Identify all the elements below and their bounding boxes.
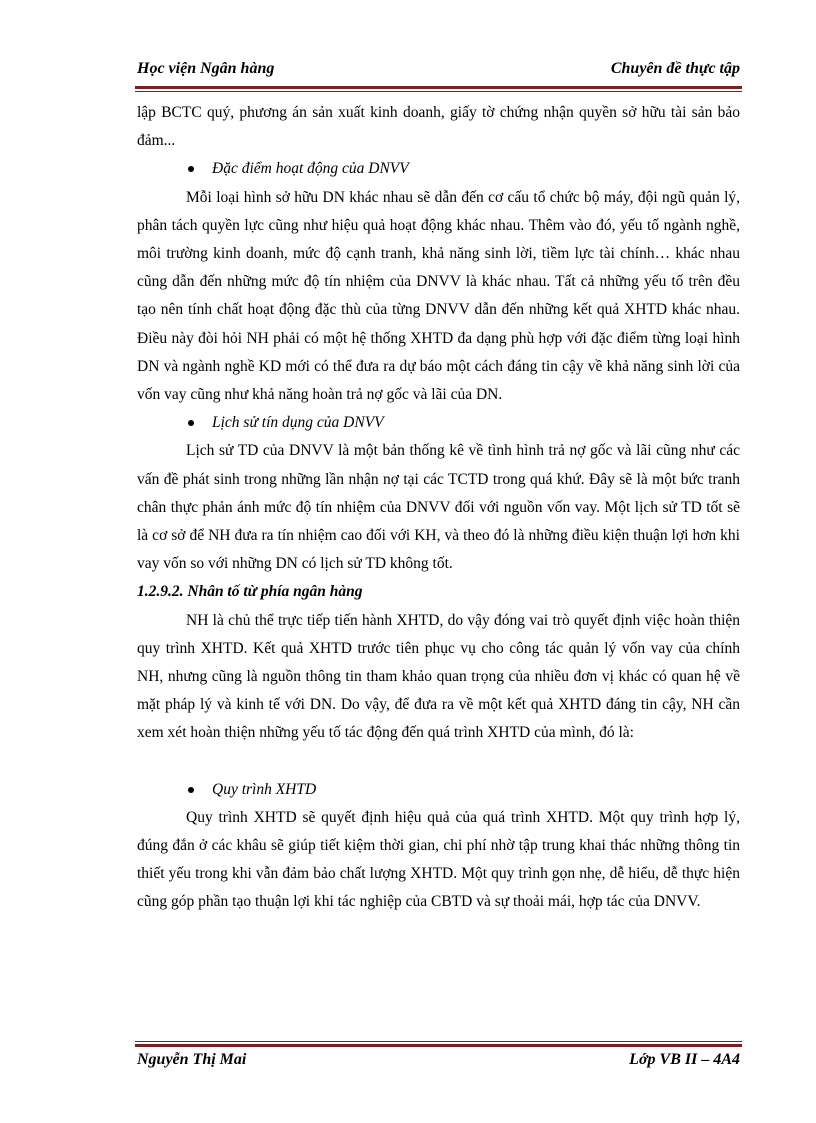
header-rule-thick	[135, 86, 742, 89]
bullet-icon	[188, 787, 194, 793]
footer-rule-thick	[135, 1044, 742, 1047]
bullet-icon	[188, 420, 194, 426]
paragraph-credit-history: Lịch sử TD của DNVV là một bản thống kê về tình hình trả nợ gốc và lãi cũng như các vấn đề phát sinh trong những lần nhận nợ tại các TCTD trong quá khứ. Đây sẽ là một bức tranh chân thực phản ánh mức độ tín nhiệm của DNVV đối với nguồn vốn vay. Một lịch sử TD tốt sẽ là cơ sở để NH đưa ra tín nhiệm cao đối với KH, và theo đó là những điều kiện thuận lợi hơn khi vay vốn so với những DN có lịch sử TD không tốt.	[137, 442, 740, 573]
paragraph-spacer	[137, 748, 740, 776]
bullet-item-rating-process	[137, 776, 740, 804]
footer-rule-thin	[135, 1041, 742, 1042]
paragraph-business-characteristics: Mỗi loại hình sở hữu DN khác nhau sẽ dẫn đến cơ cấu tổ chức bộ máy, đội ngũ quản lý, phân tách quyền lực cũng như hiệu quả hoạt động khác nhau. Thêm vào đó, yếu tố ngành nghề, môi trường kinh doanh, mức độ cạnh tranh, khả năng sinh lời, tiềm lực tài chính… khác nhau cũng dẫn đến những mức độ tín nhiệm của DNVV là khác nhau. Tất cả những yếu tố trên đều tạo nên tính chất hoạt động đặc thù của từng DNVV dẫn đến những kết quả XHTD khác nhau. Điều này đòi hỏi NH phải có một hệ thống XHTD đa dạng phù hợp với đặc điểm từng loại hình DN và ngành nghề KD mới có thể đưa ra dự báo một cách đáng tin cậy về khả năng sinh lời của vốn vay cũng như khả năng hoàn trả nợ gốc và lãi của DN.	[137, 188, 740, 404]
page-footer	[137, 1051, 740, 1075]
bullet-item-business-characteristics	[137, 155, 740, 183]
header-institution: Học viện Ngân hàng	[137, 60, 275, 77]
bullet-icon	[188, 166, 194, 172]
bullet-label: Quy trình XHTD	[212, 780, 317, 798]
paragraph-continuation: lập BCTC quý, phương án sản xuất kinh doanh, giấy tờ chứng nhận quyền sở hữu tài sản bảo đảm...	[137, 104, 740, 150]
paragraph-bank-factors: NH là chủ thể trực tiếp tiến hành XHTD, do vậy đóng vai trò quyết định việc hoàn thiện quy trình XHTD. Kết quả XHTD trước tiên phục vụ cho công tác quản lý vốn vay của chính NH, nhưng cũng là nguồn thông tin tham khảo quan trọng của nhiều đơn vị khác có quan hệ về mặt pháp lý và kinh tế với DN. Do vậy, để đưa ra về một kết quả XHTD đáng tin cậy, NH cần xem xét hoàn thiện những yếu tố tác động đến quá trình XHTD của mình, đó là:	[137, 611, 740, 742]
bullet-item-credit-history	[137, 409, 740, 437]
footer-author: Nguyễn Thị Mai	[137, 1051, 247, 1068]
section-heading: 1.2.9.2. Nhân tố từ phía ngân hàng	[137, 583, 363, 601]
header-rule-thin	[135, 91, 742, 92]
bullet-label: Lịch sử tín dụng của DNVV	[212, 414, 384, 432]
header-title: Chuyên đề thực tập	[610, 60, 740, 77]
page-body	[137, 99, 740, 917]
footer-class: Lớp VB II – 4A4	[629, 1051, 740, 1068]
paragraph-rating-process: Quy trình XHTD sẽ quyết định hiệu quả của quá trình XHTD. Một quy trình hợp lý, đúng đắn ở các khâu sẽ giúp tiết kiệm thời gian, chi phí nhờ tập trung khai thác những thông tin thiết yếu trong khi vẫn đảm bảo chất lượng XHTD. Một quy trình gọn nhẹ, dễ hiểu, dễ thực hiện cũng góp phần tạo thuận lợi khi tác nghiệp của CBTD và sự thoải mái, hợp tác của DNVV.	[137, 808, 740, 911]
page-header	[137, 60, 740, 84]
bullet-label: Đặc điểm hoạt động của DNVV	[212, 160, 409, 178]
